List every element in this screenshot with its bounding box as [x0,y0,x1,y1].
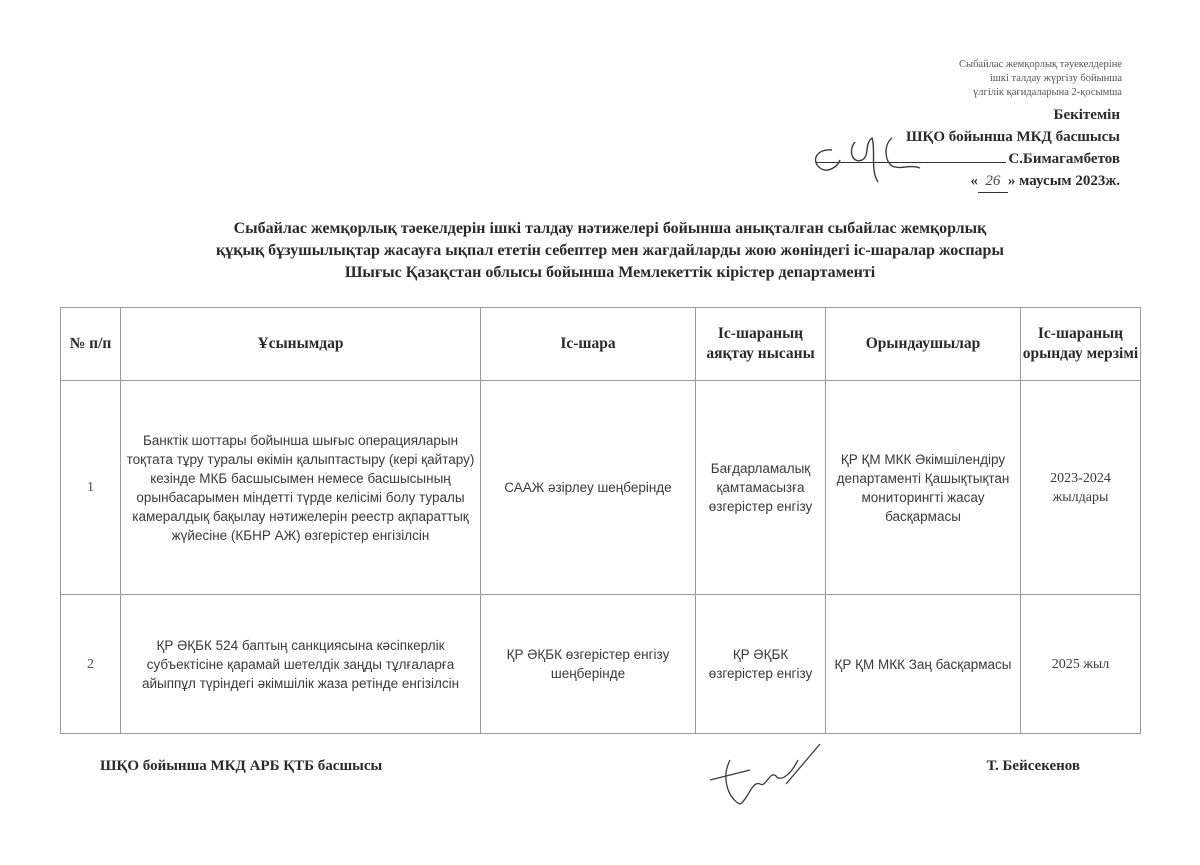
date-day: 26 [978,170,1008,193]
row-measure: ҚР ӘҚБК өзгерістер енгізу шеңберінде [481,595,696,734]
date-rest: » маусым 2023ж. [1007,173,1120,189]
header-deadline: Іс-шараның орындау мерзімі [1021,308,1141,381]
row-recommendation: ҚР ӘҚБК 524 баптың санкциясына кәсіпкерлік субъектісіне қарамай шетелдік заңды тұлғаларға айыппұл түріндегі әкімшілік жаза ретінде енгізілсін [121,595,481,734]
header-num: № п/п [61,308,121,381]
row-recommendation: Банктік шоттары бойынша шығыс операцияларын тоқтата тұру туралы өкімін қалыптастыру (кері қайтару) кезінде МКБ басшысымен немесе басшысының орынбасарымен міндетті түрде келісімі болу туралы камералдық бақылау нәтижелерін реестр ақпараттық жүйесіне (КБНР АЖ) өзгерістер енгізілсін [121,381,481,595]
table-header-row [61,308,1141,381]
row-executors: ҚР ҚМ МКК Заң басқармасы [826,595,1021,734]
annex-line-1: Сыбайлас жемқорлық тәуекелдеріне [959,59,1122,70]
header-completion-form: Іс-шараның аяқтау нысаны [696,308,826,381]
row-completion-form: ҚР ӘҚБК өзгерістер енгізу [696,595,826,734]
row-executors: ҚР ҚМ МКК Әкімшілендіру департаменті Қашықтықтан мониторингті жасау басқармасы [826,381,1021,595]
row-num: 2 [61,595,121,734]
measures-table [60,307,1141,734]
annex-line-2: ішкі талдау жүргізу бойынша [989,73,1122,84]
approver-name: С.Бимагамбетов [1008,151,1120,167]
row-deadline: 2025 жыл [1021,595,1141,734]
heading-line-3: Шығыс Қазақстан облысы бойынша Мемлекеттік кірістер департаменті [344,264,876,281]
row-completion-form: Бағдарламалық қамтамасызға өзгерістер енгізу [696,381,826,595]
approval-label: Бекітемін [1053,107,1120,123]
signer-signature-icon [690,740,840,810]
document-heading [100,218,1120,284]
row-num: 1 [61,381,121,595]
approver-position: ШҚО бойынша МКД басшысы [906,129,1120,145]
signer-name: Т. Бейсекенов [986,758,1080,774]
table-row [61,381,1141,595]
header-measure: Іс-шара [481,308,696,381]
table-row [61,595,1141,734]
annex-line-3: үлгілік қағидаларына 2-қосымша [973,87,1122,98]
heading-line-1: Сыбайлас жемқорлық тәекелдерін ішкі талдау нәтижелері бойынша анықталған сыбайлас жемқорлық [233,220,987,237]
date-open-quote: « [970,173,978,189]
heading-line-2: құқық бұзушылықтар жасауға ықпал ететін себептер мен жағдайларды жою жөніндегі іс-шаралар жоспары [216,242,1004,259]
header-executors: Орындаушылар [826,308,1021,381]
signer-position: ШҚО бойынша МКД АРБ ҚТБ басшысы [100,758,383,774]
header-recommendations: Ұсынымдар [121,308,481,381]
row-measure: СААЖ әзірлеу шеңберінде [481,381,696,595]
approver-signature-icon [800,120,940,190]
annex-note [862,58,1122,100]
row-deadline: 2023-2024 жылдары [1021,381,1141,595]
